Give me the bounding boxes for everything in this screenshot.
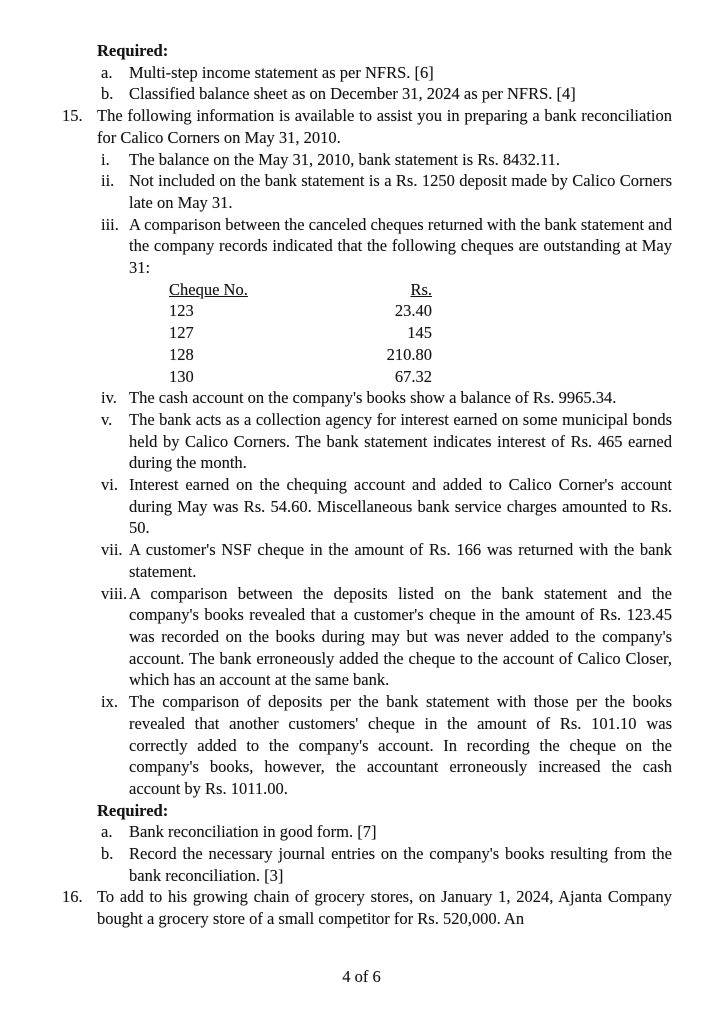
list-item	[97, 214, 672, 388]
table-header-row	[169, 279, 432, 301]
table-cell-amount: 67.32	[394, 366, 432, 386]
table-header-rs: Rs.	[410, 279, 432, 299]
table-cell-cheque-no: 128	[169, 344, 194, 364]
list-text: The bank acts as a collection agency for interest earned on some municipal bonds held by Calico Corners. The bank statement indicates interest of Rs. 465 earned during the month.	[129, 409, 672, 473]
list-item	[97, 62, 672, 84]
question-number: 15.	[62, 106, 83, 126]
list-text: Interest earned on the chequing account and added to Calico Corner's account during May was Rs. 54.60. Miscellaneous bank service charges amounted to Rs. 50.	[129, 475, 672, 538]
list-item	[97, 821, 672, 843]
list-item	[97, 843, 672, 886]
list-text: Bank reconciliation in good form. [7]	[129, 822, 377, 842]
table-row	[169, 366, 432, 388]
question-number: 16.	[62, 887, 83, 907]
required-heading: Required:	[97, 800, 169, 820]
required-section-q14	[97, 40, 672, 105]
list-item	[97, 409, 672, 474]
list-item	[97, 387, 672, 409]
list-text: Not included on the bank statement is a Rs. 1250 deposit made by Calico Corners late on May 31.	[129, 171, 672, 212]
list-item	[97, 83, 672, 105]
table-cell-cheque-no: 123	[169, 301, 194, 321]
list-item	[97, 691, 672, 800]
list-marker: viii.	[101, 583, 128, 603]
question-15	[62, 105, 672, 886]
list-item	[97, 149, 672, 171]
list-marker: ii.	[101, 171, 115, 191]
list-text: Classified balance sheet as on December 31, 2024 as per NFRS. [4]	[129, 84, 576, 104]
list-marker: v.	[101, 409, 113, 429]
required-heading: Required:	[97, 41, 169, 60]
list-item	[97, 539, 672, 582]
list-text-paragraph: A comparison between the canceled cheques returned with the bank statement and the company records indicated that the following cheques are outstanding at May 31:	[129, 214, 672, 278]
question-16	[62, 886, 672, 929]
question-intro: The following information is available to assist you in preparing a bank reconciliation for Calico Corners on May 31, 2010.	[97, 106, 672, 147]
table-cell-amount: 210.80	[386, 344, 432, 364]
list-text: A customer's NSF cheque in the amount of Rs. 166 was returned with the bank statement.	[129, 540, 672, 581]
list-item	[97, 170, 672, 213]
list-text: Record the necessary journal entries on the company's books resulting from the bank reconciliation. [3]	[129, 844, 672, 885]
table-cell-amount: 23.40	[394, 301, 432, 321]
list-marker: i.	[101, 149, 110, 169]
table-cell-cheque-no: 130	[169, 366, 194, 386]
list-marker: b.	[101, 844, 114, 864]
list-text: The balance on the May 31, 2010, bank statement is Rs. 8432.11.	[129, 149, 561, 169]
list-item	[97, 583, 672, 692]
list-marker: iv.	[101, 388, 117, 408]
list-text: A comparison between the deposits listed on the bank statement and the company's books revealed that a customer's cheque in the amount of Rs. 123.45 was recorded on the books during may but was never added to the company's account. The bank erroneously added the cheque to the account of Calico Closer, which has an account at the same bank.	[129, 583, 672, 690]
list-marker: iii.	[101, 214, 119, 234]
list-marker: b.	[101, 84, 114, 104]
list-marker: vii.	[101, 540, 123, 560]
list-text: Multi-step income statement as per NFRS. [6]	[129, 62, 434, 82]
required-section-q15	[97, 800, 672, 887]
question-body	[97, 105, 672, 886]
list-text	[129, 214, 672, 388]
list-marker: a.	[101, 822, 113, 842]
list-marker: ix.	[101, 692, 118, 712]
list-marker: vi.	[101, 475, 118, 495]
table-header-cheque-no: Cheque No.	[169, 279, 248, 299]
list-text: The comparison of deposits per the bank statement with those per the books revealed that another customers' cheque in the amount of Rs. 101.10 was correctly added to the company's account. In recording the cheque on the company's books, however, the accountant erroneously increased the cash account by Rs. 1011.00.	[129, 692, 672, 798]
table-row	[169, 322, 432, 344]
table-cell-cheque-no: 127	[169, 323, 194, 343]
question-intro: To add to his growing chain of grocery stores, on January 1, 2024, Ajanta Company bought a grocery store of a small competitor for Rs. 520,000. An	[97, 887, 672, 929]
list-marker: a.	[101, 62, 113, 82]
list-item	[97, 474, 672, 539]
list-text: The cash account on the company's books show a balance of Rs. 9965.34.	[129, 388, 617, 408]
question-body	[97, 886, 672, 929]
table-row	[169, 300, 432, 322]
table-cell-amount: 145	[407, 323, 432, 343]
cheque-table	[169, 279, 432, 388]
table-row	[169, 344, 432, 366]
page-footer: 4 of 6	[342, 967, 381, 986]
